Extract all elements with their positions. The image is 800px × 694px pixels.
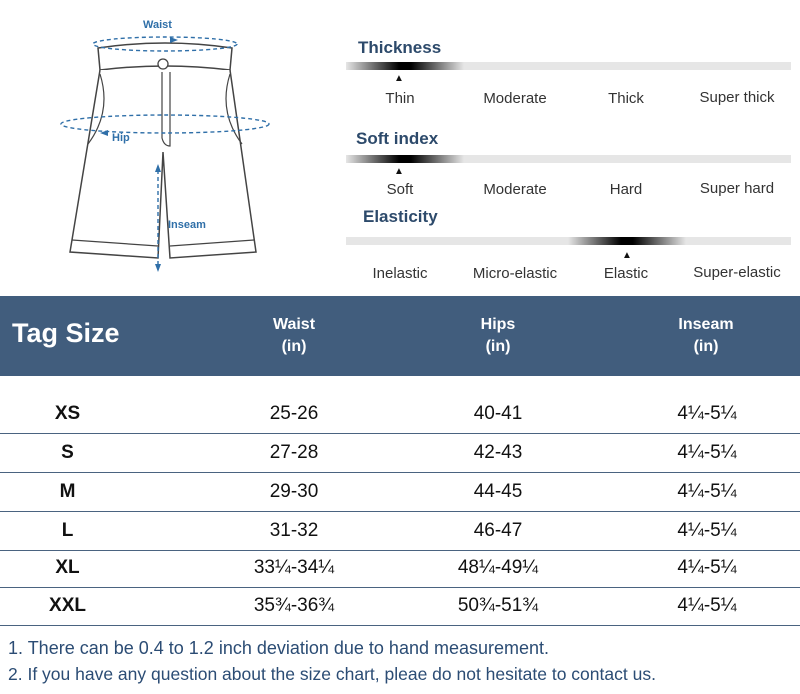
- waist-cell: 35¾-36¾: [253, 595, 335, 616]
- hips-cell: 50¾-51¾: [457, 595, 539, 616]
- elasticity-option: Inelastic: [372, 265, 428, 282]
- thickness-marker-icon: ▲: [394, 73, 404, 84]
- hips-column-header: [428, 314, 568, 358]
- waist-cell: 27-28: [269, 442, 319, 463]
- inseam-header-unit: (in): [693, 338, 719, 355]
- soft-index-option: Moderate: [483, 181, 547, 198]
- hip-label: Hip: [112, 132, 130, 144]
- soft-index-option: Soft: [386, 181, 414, 198]
- size-cell: L: [61, 520, 74, 541]
- thickness-option: Moderate: [483, 90, 547, 107]
- inseam-cell: 4¼-5¼: [677, 595, 737, 616]
- soft-index-marker-icon: ▲: [394, 166, 404, 177]
- elasticity-title: Elasticity: [363, 207, 438, 226]
- waist-header-label: Waist: [272, 316, 316, 333]
- elasticity-option: Micro-elastic: [472, 265, 558, 282]
- thickness-scale-bar: [346, 62, 791, 70]
- waist-cell: 33¼-34¼: [253, 557, 335, 578]
- waist-header-unit: (in): [281, 338, 307, 355]
- waist-cell: 31-32: [269, 520, 319, 541]
- hips-header-unit: (in): [485, 338, 511, 355]
- waist-cell: 25-26: [269, 403, 319, 424]
- elasticity-marker-icon: ▲: [622, 250, 632, 261]
- inseam-cell: 4¼-5¼: [677, 481, 737, 502]
- inseam-label: Inseam: [168, 219, 206, 231]
- note-contact: 2. If you have any question about the size chart, pleae do not hesitate to contact us.: [8, 664, 656, 684]
- shorts-diagram: [60, 12, 270, 274]
- inseam-cell: 4¼-5¼: [677, 520, 737, 541]
- hips-cell: 46-47: [473, 520, 523, 541]
- inseam-column-header: [636, 314, 776, 358]
- thickness-option: Super thick: [699, 89, 775, 106]
- inseam-cell: 4¼-5¼: [677, 557, 737, 578]
- inseam-header-label: Inseam: [678, 316, 734, 333]
- size-cell: XS: [54, 403, 81, 424]
- table-row: [0, 395, 800, 434]
- table-row: [0, 434, 800, 473]
- soft-index-option: Super hard: [699, 180, 775, 197]
- table-row: [0, 587, 800, 626]
- inseam-cell: 4¼-5¼: [677, 403, 737, 424]
- waist-column-header: [224, 314, 364, 358]
- size-cell: XL: [55, 557, 80, 578]
- hips-header-label: Hips: [480, 316, 516, 333]
- elasticity-option: Elastic: [603, 265, 649, 282]
- soft-index-scale-bar: [346, 155, 791, 163]
- tag-size-heading: Tag Size: [12, 318, 120, 348]
- thickness-option: Thick: [608, 90, 644, 107]
- note-deviation: 1. There can be 0.4 to 1.2 inch deviation due to hand measurement.: [8, 638, 550, 658]
- inseam-cell: 4¼-5¼: [677, 442, 737, 463]
- size-cell: XXL: [49, 595, 86, 616]
- waist-label: Waist: [143, 19, 172, 31]
- table-row: [0, 549, 800, 588]
- hips-cell: 40-41: [473, 403, 523, 424]
- thickness-option: Thin: [385, 90, 415, 107]
- soft-index-option: Hard: [609, 181, 643, 198]
- size-cell: M: [59, 481, 76, 502]
- hips-cell: 42-43: [473, 442, 523, 463]
- hips-cell: 44-45: [473, 481, 523, 502]
- table-row: [0, 473, 800, 512]
- size-cell: S: [61, 442, 74, 463]
- elasticity-option: Super-elastic: [693, 264, 781, 281]
- shorts-outline-icon: [60, 12, 270, 274]
- waist-cell: 29-30: [269, 481, 319, 502]
- soft-index-title: Soft index: [356, 129, 439, 148]
- elasticity-scale-bar: [346, 237, 791, 245]
- hips-cell: 48¼-49¼: [457, 557, 539, 578]
- table-row: [0, 512, 800, 551]
- thickness-title: Thickness: [358, 38, 442, 57]
